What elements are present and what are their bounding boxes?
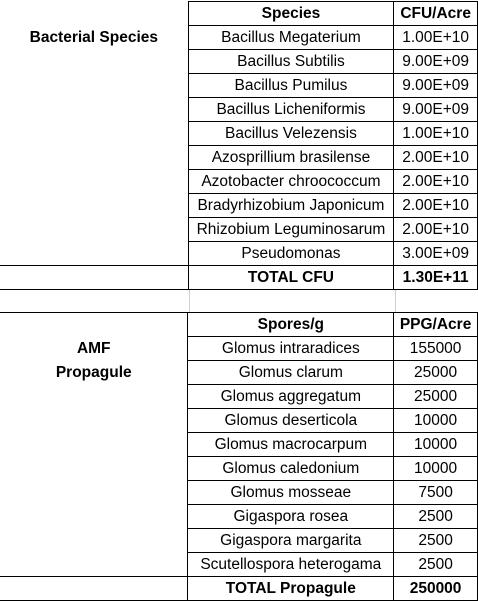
value-cell: 2500 (394, 505, 478, 529)
species-name-cell: Azotobacter chroococcum (188, 170, 394, 194)
value-cell: 2.00E+10 (394, 194, 478, 218)
species-name-cell: Glomus clarum (188, 361, 394, 385)
species-name-cell: Bacillus Velezensis (188, 122, 394, 146)
amf-header-row (0, 313, 478, 337)
total-value: 250000 (394, 577, 478, 601)
total-row (0, 577, 478, 601)
spores-header: Spores/g (188, 313, 394, 337)
table-row (0, 26, 478, 50)
species-name-cell: Glomus aggregatum (188, 385, 394, 409)
species-name-cell: Bacillus Pumilus (188, 74, 394, 98)
ppg-header: PPG/Acre (394, 313, 478, 337)
amf-section-label (0, 337, 188, 577)
table-row (0, 337, 478, 361)
species-name-cell: Bacillus Subtilis (188, 50, 394, 74)
spacer-row (0, 289, 477, 313)
species-name-cell: Glomus mosseae (188, 481, 394, 505)
species-name-cell: Bacillus Megaterium (188, 26, 394, 50)
species-name-cell: Azosprillium brasilense (188, 146, 394, 170)
species-name-cell: Glomus caledonium (188, 457, 394, 481)
species-name-cell: Glomus macrocarpum (188, 433, 394, 457)
spacer-divider (189, 290, 190, 312)
species-name-cell: Bradyrhizobium Japonicum (188, 194, 394, 218)
bacterial-header-blank (0, 2, 188, 26)
value-cell: 2.00E+10 (394, 170, 478, 194)
value-cell: 9.00E+09 (394, 50, 478, 74)
bacterial-section-label (0, 26, 188, 266)
species-name-cell: Glomus intraradices (188, 337, 394, 361)
species-name-cell: Gigaspora margarita (188, 529, 394, 553)
amf-header-blank (0, 313, 188, 337)
value-cell: 155000 (394, 337, 478, 361)
value-cell: 9.00E+09 (394, 98, 478, 122)
amf-label-line1: AMF (76, 339, 111, 357)
total-blank-cell (0, 577, 188, 601)
value-cell: 1.00E+10 (394, 122, 478, 146)
amf-table (0, 312, 478, 601)
species-name-cell: Rhizobium Leguminosarum (188, 218, 394, 242)
species-name-cell: Bacillus Licheniformis (188, 98, 394, 122)
total-blank-cell (0, 266, 188, 290)
value-cell: 2500 (394, 529, 478, 553)
value-cell: 10000 (394, 409, 478, 433)
species-header: Species (188, 2, 394, 26)
amf-label-line2: Propagule (55, 363, 132, 381)
species-name-cell: Gigaspora rosea (188, 505, 394, 529)
total-label: TOTAL Propagule (188, 577, 394, 601)
value-cell: 3.00E+09 (394, 242, 478, 266)
value-cell: 10000 (394, 433, 478, 457)
spacer-divider-2 (395, 290, 396, 312)
total-row (0, 266, 478, 290)
total-label: TOTAL CFU (188, 266, 394, 290)
species-name-cell: Scutellospora heterogama (188, 553, 394, 577)
bacterial-label-text: Bacterial Species (29, 28, 159, 46)
species-name-cell: Glomus deserticola (188, 409, 394, 433)
value-cell: 2500 (394, 553, 478, 577)
value-cell: 2.00E+10 (394, 146, 478, 170)
value-cell: 7500 (394, 481, 478, 505)
bacterial-header-row (0, 2, 478, 26)
value-cell: 1.00E+10 (394, 26, 478, 50)
value-cell: 2.00E+10 (394, 218, 478, 242)
value-cell: 9.00E+09 (394, 74, 478, 98)
value-cell: 10000 (394, 457, 478, 481)
value-cell: 25000 (394, 361, 478, 385)
species-name-cell: Pseudomonas (188, 242, 394, 266)
value-cell: 25000 (394, 385, 478, 409)
bacterial-table (0, 1, 478, 290)
total-value: 1.30E+11 (394, 266, 478, 290)
cfu-header: CFU/Acre (394, 2, 478, 26)
